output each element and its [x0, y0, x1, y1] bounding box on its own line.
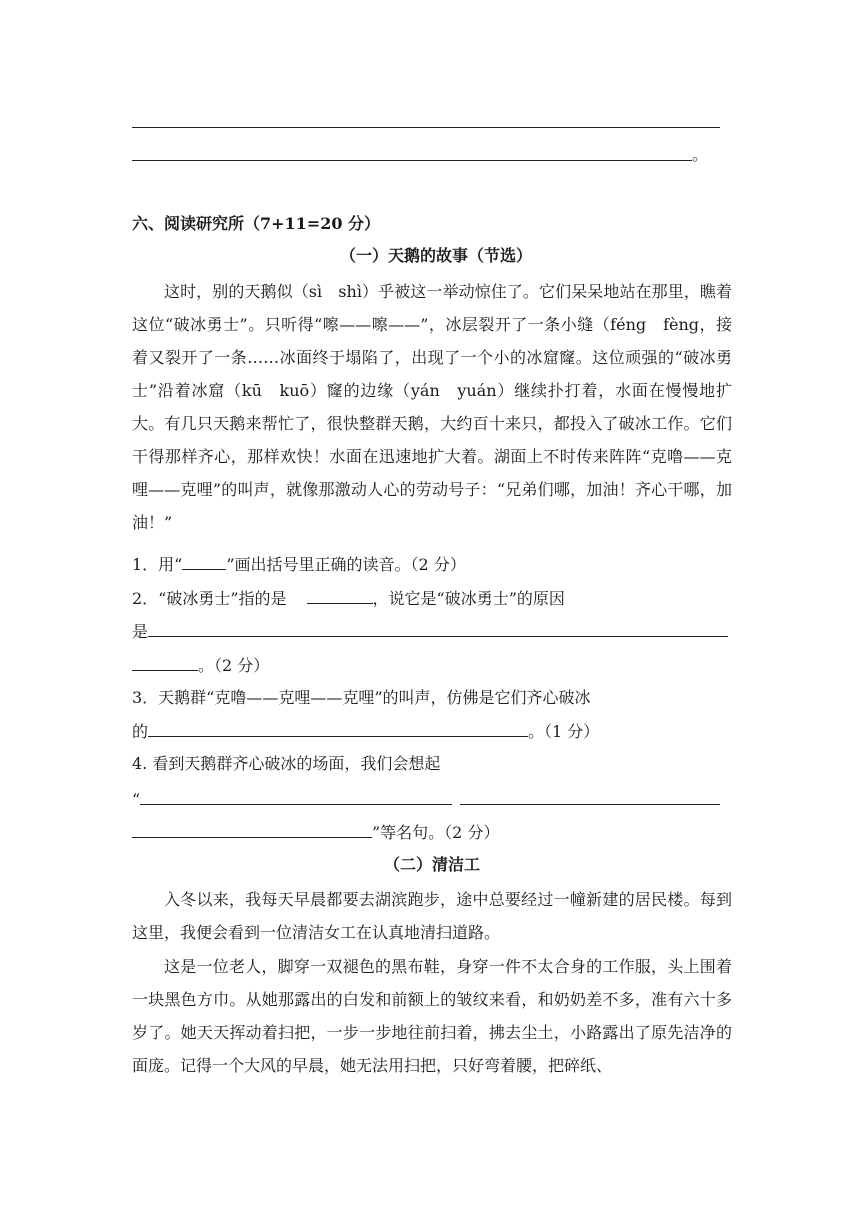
answer-blank[interactable] [140, 788, 452, 805]
answer-blank[interactable] [132, 654, 198, 671]
question-2-middle: ，说它是“破冰勇士”的原因 [372, 589, 565, 608]
answer-period: 。 [692, 145, 709, 164]
passage-2-paragraph-2: 这是一位老人，脚穿一双褪色的黑布鞋，身穿一件不太合身的工作服，头上围着一块黑色方巾。从她那露出的白发和前额上的皱纹来看，和奶奶差不多，准有六十多岁了。她天天挥动着扫把，一步一步地往前扫着，拂去尘土，小路露出了原先洁净的面庞。记得一个大风的早晨，她无法用扫把，只好弯着腰，把碎纸、 [132, 957, 732, 1075]
question-2-prefix: 2．“破冰勇士”指的是 [132, 589, 287, 608]
question-1-suffix: ”画出括号里正确的读音。（2 分） [226, 555, 466, 574]
answer-blank[interactable] [182, 553, 226, 570]
answer-line [132, 127, 720, 128]
passage-text: 这时，别的天鹅似（sì shì）乎被这一举动惊住了。它们呆呆地站在那里，瞧着这位“破冰勇士”。只听得“嚓——嚓——”，冰层裂开了一条小缝（féng fèng，接着又裂开了一条……冰面终于塌陷了，出现了一个小的冰窟窿。这位顽强的“破冰勇士”沿着冰窟（kū kuō）窿的边缘（yán yuán）继续扑打着，水面在慢慢地扩大。有几只天鹅来帮忙了，很快整群天鹅，大约百十来只，都投入了破冰工作。它们干得那样齐心，那样欢快！水面在迅速地扩大着。湖面上不时传来阵阵“克噜——克哩——克哩”的叫声，就像那激动人心的劳动号子：“兄弟们哪，加油！齐心干哪，加油！” [132, 282, 732, 532]
question-4-line2 [132, 788, 720, 810]
question-2-shi: 是 [132, 622, 149, 641]
question-4: 4. 看到天鹅群齐心破冰的场面，我们会想起 [132, 754, 441, 773]
question-4-line3 [132, 821, 499, 843]
passage-title: （一）天鹅的故事（节选） [340, 246, 533, 265]
question-2-line3 [132, 654, 269, 676]
answer-blank[interactable] [307, 587, 373, 604]
answer-blank[interactable] [148, 720, 528, 737]
question-1 [132, 553, 466, 575]
question-3-line2 [132, 720, 599, 742]
question-3: 3．天鹅群“克噜——克哩——克哩”的叫声，仿佛是它们齐心破冰 [132, 688, 591, 707]
question-4-quote-open: “ [132, 790, 141, 809]
passage-2-paragraph-1: 入冬以来，我每天早晨都要去湖滨跑步，途中总要经过一幢新建的居民楼。每到这里，我便会看到一位清洁女工在认真地清扫道路。 [132, 890, 732, 942]
answer-line [132, 160, 692, 161]
question-1-prefix: 1．用“ [132, 555, 183, 574]
question-2-suffix: 。（2 分） [198, 656, 270, 675]
question-4-suffix: ”等名句。（2 分） [372, 823, 500, 842]
passage-2-title: （二）清洁工 [384, 855, 481, 874]
question-3-de: 的 [132, 722, 149, 741]
question-2-line2 [132, 620, 728, 642]
answer-blank[interactable] [132, 821, 372, 838]
question-2 [132, 587, 565, 609]
question-3-suffix: 。（1 分） [528, 722, 600, 741]
answer-blank[interactable] [148, 620, 728, 637]
section-heading: 六、阅读研究所（7+11=20 分） [132, 214, 381, 233]
answer-blank[interactable] [460, 788, 720, 805]
